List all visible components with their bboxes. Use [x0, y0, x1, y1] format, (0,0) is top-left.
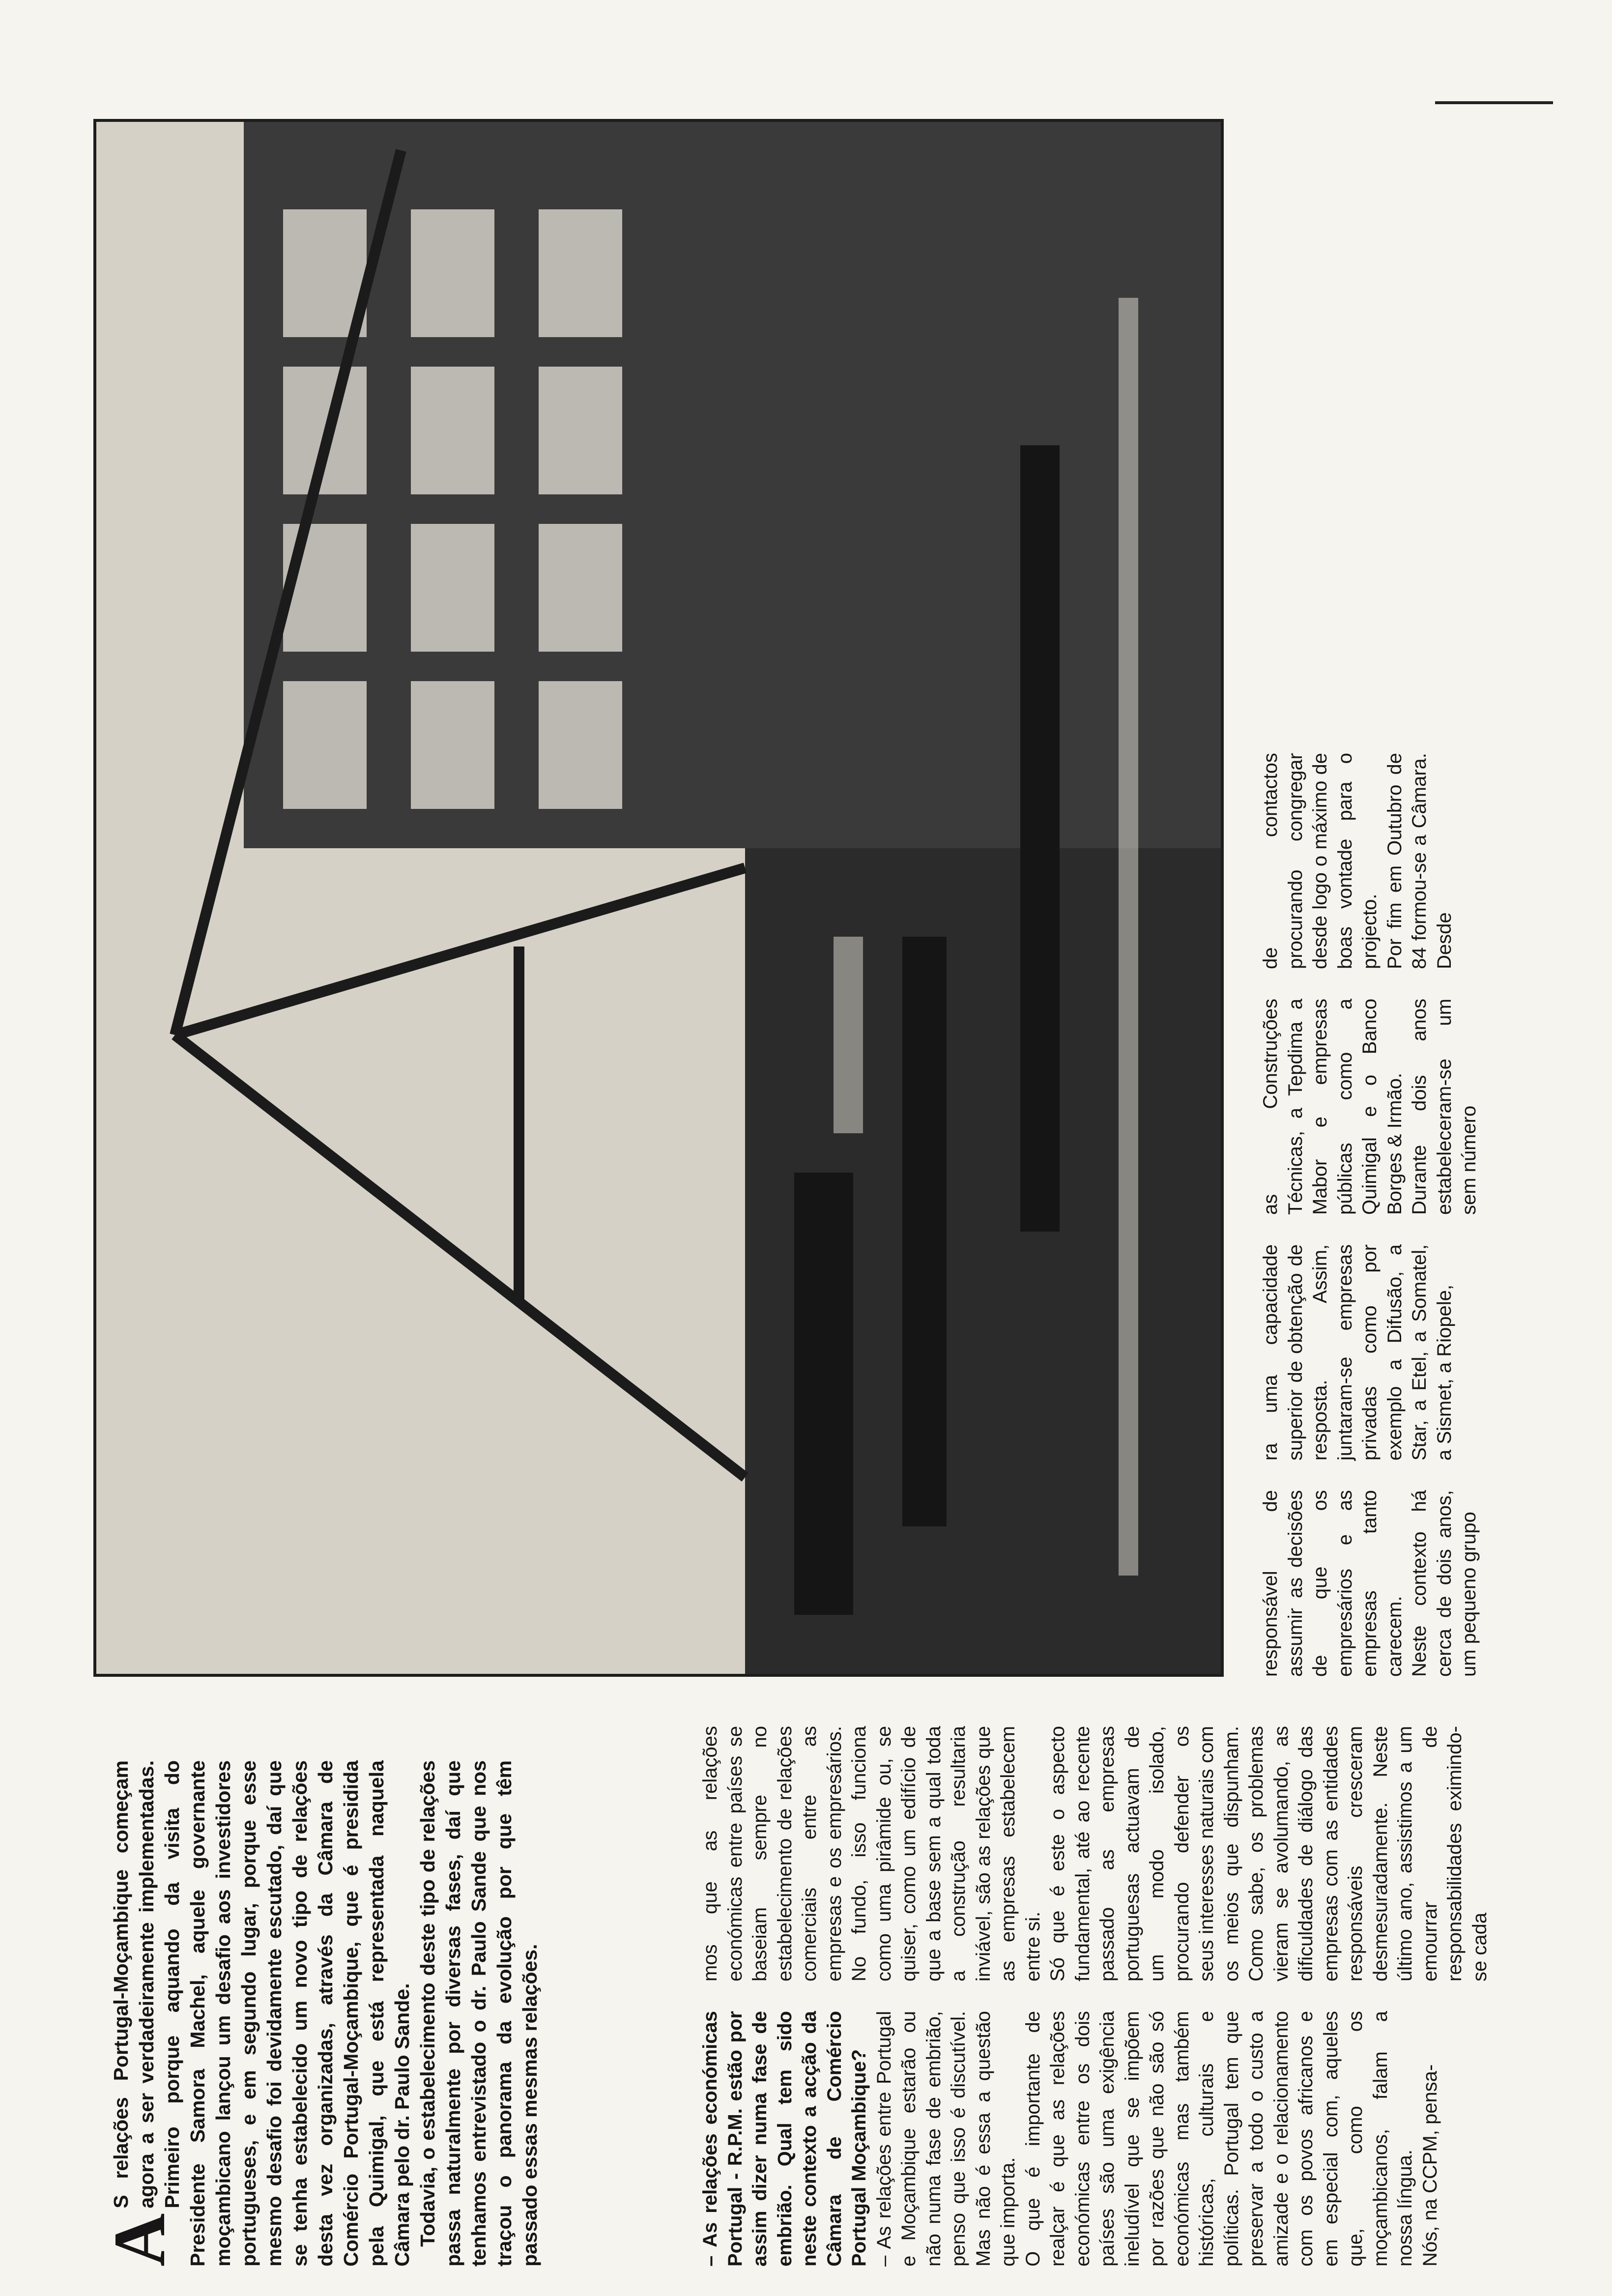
body-paragraph: responsável de assumir as decisões de que os empresários e as empresas tanto carecem. — [1260, 1490, 1406, 1677]
answer-paragraph: – As relações entre Portugal e Moçambique estarão ou não numa fase de embrião, penso que isso é discutível. Mas não é essa a questão que importa. — [873, 2011, 1019, 2267]
body-paragraph: Por fim em Outubro de 84 formou-se a Câmara. Desde — [1383, 753, 1455, 969]
port-crane-photo — [93, 119, 1224, 1677]
answer-paragraph: Nós, na CCPM, pensa- — [1419, 2064, 1441, 2267]
body-paragraph: Neste contexto há cerca de dois anos, um pequeno grupo — [1409, 1490, 1480, 1677]
body-paragraph: as Construções Técnicas, a Tepdima a Mabor e empresas públicas como a Quimigal e o Banco Borges & Irmão. — [1260, 999, 1406, 1215]
lead-paragraph-1: S relações Portugal-Moçambique começam agora a ser verdadeiramente implementadas. Primeiro porque aquando da visita do Presidente Samora Machel, aquele governante moçambicano lançou um desafio aos investidores portugueses, e em segundo lugar, porque esse mesmo desafio foi devidamente escutado, daí que se tenha estabelecido um novo tipo de relações desta vez organizadas, através da Câmara de Comércio Portugal-Moçambique, que é presidida pela Quimigal, que está representada naquela Câmara pelo dr. Paulo Sande. — [110, 1760, 413, 2267]
article-lead — [99, 1760, 543, 2267]
body-paragraph: Durante dois anos estabeleceram-se um sem número — [1409, 999, 1480, 1215]
column-2 — [698, 1726, 1492, 1981]
dropcap: A — [99, 2213, 180, 2267]
column-3 — [1258, 1490, 1482, 1677]
column-4 — [1258, 1244, 1457, 1461]
lead-paragraph-2: Todavia, o estabelecimento deste tipo de relações passa naturalmente por diversas fases, daí que tenhamos entrevistado o dr. Paulo Sande que nos traçou o panorama da evolução por que têm passado essas mesmas relações. — [416, 1760, 541, 2267]
column-1 — [698, 2011, 1442, 2267]
column-rule — [1435, 101, 1553, 104]
interview-question: – As relações económicas Portugal - R.P.M. estão por assim dizer numa fase de embrião. Qual tem sido neste contexto a acção da Câmara de Comércio Portugal Moçambique? — [699, 2011, 870, 2267]
body-paragraph: mos que as relações económicas entre países se baseiam sempre no estabelecimento de relações comerciais entre as empresas e os empresários. No fundo, isso funciona como uma pirâmide ou, se quiser, como um edifício de que a base sem a qual toda a construção resultaria inviável, são as relações que as empresas estabelecem entre si. — [699, 1726, 1044, 1981]
column-6 — [1258, 753, 1457, 969]
answer-paragraph: O que é importante de realçar é que as relações económicas entre os dois países são uma exigência ineludível que se impõem por razões que não são só económicas mas também históricas, culturais e políticas. Portugal tem que preservar a todo o custo a amizade e o relacionamento com os povos africanos e em especial com, aqueles que, como os moçambicanos, falam a nossa língua. — [1022, 2011, 1416, 2267]
column-5 — [1258, 999, 1482, 1215]
photo-illustration — [96, 122, 1221, 1674]
body-paragraph: de contactos procurando congregar desde logo o máximo de boas vontade para o projecto. — [1260, 753, 1381, 969]
body-paragraph: ra uma capacidade superior de obtenção de resposta. Assim, juntaram-se empresas privadas como por exemplo a Difusão, a Star, a Etel, a Somatel, a Sismet, a Riopele, — [1260, 1244, 1455, 1461]
body-paragraph: Só que é este o aspecto fundamental, até ao recente passado as empresas portuguesas actuavam de um modo isolado, procurando defender os seus interesses naturais com os meios que dispunham. Como sabe, os problemas vieram se avolumando, as dificuldades de diálogo das empresas com as entidades responsáveis cresceram desmesuradamente. Neste último ano, assistimos a um emourrar de responsabilidades eximindo-se cada — [1047, 1726, 1491, 1981]
